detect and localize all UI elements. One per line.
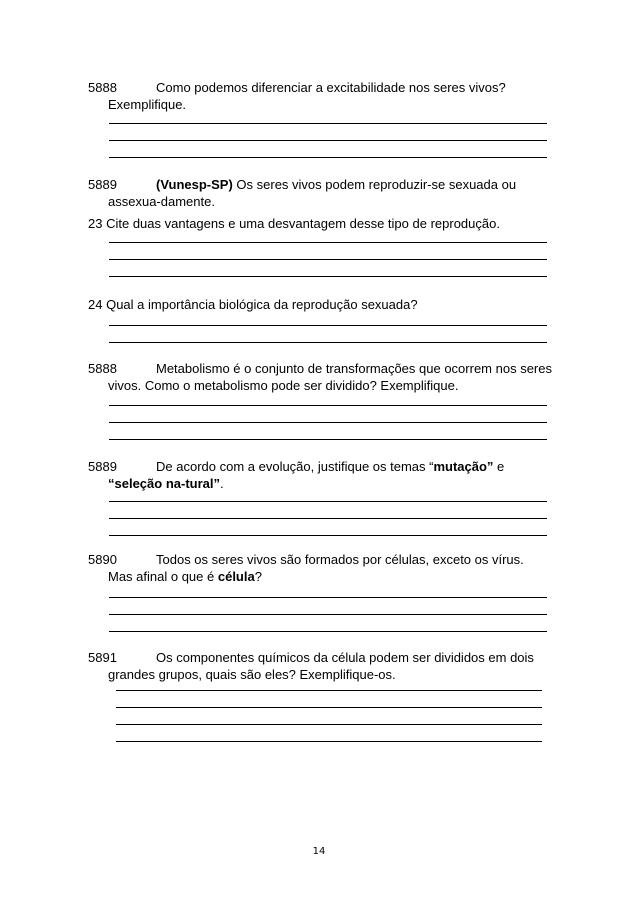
question-number: 23	[88, 216, 103, 231]
answer-line[interactable]	[109, 614, 547, 615]
question-text-continuation: Exemplifique.	[108, 97, 187, 112]
term-selecao-natural: “seleção na-tural”	[108, 476, 220, 491]
question-text-continuation: grandes grupos, quais são eles? Exemplifique-os.	[108, 667, 396, 682]
page-number: 14	[312, 846, 326, 857]
question-5890-celula	[88, 551, 550, 585]
question-number: 5888	[88, 80, 117, 95]
question-text: Metabolismo é o conjunto de transformações que ocorrem nos seres	[156, 361, 552, 376]
answer-line[interactable]	[109, 501, 547, 502]
answer-line[interactable]	[109, 518, 547, 519]
question-number: 5891	[88, 650, 117, 665]
answer-line[interactable]	[109, 325, 547, 326]
answer-line[interactable]	[109, 259, 547, 260]
question-text: e	[493, 459, 505, 474]
question-5888-excitabilidade	[88, 79, 550, 113]
answer-line[interactable]	[116, 741, 542, 742]
answer-line[interactable]	[109, 342, 547, 343]
answer-line[interactable]	[109, 123, 547, 124]
question-text-continuation: assexua-damente.	[108, 194, 215, 209]
answer-line[interactable]	[109, 242, 547, 243]
source-label: (Vunesp-SP)	[156, 177, 233, 192]
question-number: 5889	[88, 177, 117, 192]
question-text: De acordo com a evolução, justifique os temas “	[156, 459, 434, 474]
question-number: 5890	[88, 552, 117, 567]
question-text: Todos os seres vivos são formados por células, exceto os vírus.	[156, 552, 524, 567]
answer-line[interactable]	[109, 597, 547, 598]
answer-line[interactable]	[109, 439, 547, 440]
question-5889-vunesp	[88, 176, 550, 210]
question-5889-evolucao	[88, 458, 550, 492]
answer-line[interactable]	[109, 405, 547, 406]
question-text-continuation: vivos. Como o metabolismo pode ser dividido? Exemplifique.	[108, 378, 459, 393]
answer-line[interactable]	[109, 276, 547, 277]
answer-line[interactable]	[109, 140, 547, 141]
answer-line[interactable]	[109, 422, 547, 423]
question-text: Qual a importância biológica da reprodução sexuada?	[106, 297, 418, 312]
term-mutacao: mutação”	[433, 459, 494, 474]
question-text: Como podemos diferenciar a excitabilidade nos seres vivos?	[156, 80, 506, 95]
question-text-continuation: Mas afinal o que é	[108, 569, 218, 584]
answer-line[interactable]	[116, 707, 542, 708]
question-23-vantagens	[88, 215, 550, 232]
term-celula: célula	[217, 569, 255, 584]
question-text-end: .	[220, 476, 224, 491]
question-5891-componentes	[88, 649, 550, 683]
answer-line[interactable]	[109, 535, 547, 536]
question-number: 5888	[88, 361, 117, 376]
answer-line[interactable]	[116, 690, 542, 691]
question-text: Cite duas vantagens e uma desvantagem desse tipo de reprodução.	[106, 216, 500, 231]
question-5888-metabolismo	[88, 360, 550, 394]
question-text: Os componentes químicos da célula podem ser divididos em dois	[156, 650, 534, 665]
question-number: 5889	[88, 459, 117, 474]
question-text: Os seres vivos podem reproduzir-se sexuada ou	[232, 177, 517, 192]
answer-line[interactable]	[109, 631, 547, 632]
question-number: 24	[88, 297, 103, 312]
answer-line[interactable]	[116, 724, 542, 725]
question-mark: ?	[254, 569, 262, 584]
question-24-reproducao	[88, 296, 550, 313]
answer-line[interactable]	[109, 157, 547, 158]
